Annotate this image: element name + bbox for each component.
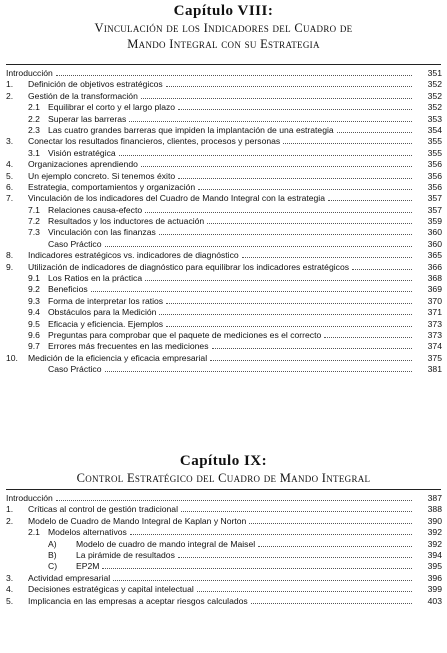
toc-entry-page: 387: [427, 493, 442, 503]
toc-entry-page: 394: [427, 549, 442, 560]
toc-entry: [0, 307, 447, 318]
dotted-leader: [105, 245, 413, 247]
toc-entry-label: Modelo de cuadro de mando integral de Maisel: [76, 538, 256, 549]
chapter-9-heading: [0, 453, 447, 486]
dotted-leader: [166, 302, 412, 304]
toc-entry: [0, 79, 447, 90]
dotted-leader: [91, 290, 412, 292]
toc-entry-number: 1.: [6, 504, 14, 515]
dotted-leader: [130, 533, 412, 535]
toc-entry: [0, 296, 447, 307]
toc-entry-page: 355: [427, 136, 442, 147]
toc-entry-number: 2.: [6, 90, 14, 101]
dotted-leader: [337, 131, 412, 133]
toc-entry-label: Introducción: [6, 68, 53, 78]
toc-entry-number: 8.: [6, 250, 14, 261]
toc-entry-page: 371: [427, 307, 442, 318]
toc-entry-number: 7.3: [28, 227, 40, 238]
toc-entry: [0, 561, 447, 572]
toc-entry-page: 355: [427, 147, 442, 158]
toc-entry-page: 390: [427, 515, 442, 526]
dotted-leader: [56, 74, 412, 76]
chapter-8-heading: [0, 3, 447, 52]
toc-entry-page: 356: [427, 181, 442, 192]
toc-entry-number: 7.1: [28, 204, 40, 215]
toc-entry-label: Un ejemplo concreto. Si tenemos éxito: [28, 170, 176, 181]
dotted-leader: [251, 602, 412, 604]
toc-entry-page: 374: [427, 341, 442, 352]
toc-entry: [0, 504, 447, 515]
toc-entry: [0, 596, 447, 607]
toc-entry-page: 366: [427, 261, 442, 272]
dotted-leader: [141, 165, 412, 167]
toc-entry-page: 370: [427, 295, 442, 306]
toc-entry-page: 365: [427, 250, 442, 261]
dotted-leader: [159, 313, 412, 315]
dotted-leader: [159, 233, 412, 235]
toc-entry-number: 7.: [6, 193, 14, 204]
toc-entry: [0, 319, 447, 330]
toc-entry-number: 9.7: [28, 341, 40, 352]
toc-entry: [0, 227, 447, 238]
toc-entry-label: Organizaciones aprendiendo: [28, 159, 138, 170]
toc-entry-label: Vinculación de los indicadores del Cuadro de Mando Integral con la estrategia: [28, 193, 325, 204]
toc-entry-number: 5.: [6, 595, 14, 606]
toc-entry: [0, 91, 447, 102]
toc-entry: [0, 516, 447, 527]
toc-entry-page: 369: [427, 284, 442, 295]
toc-entry-number: B): [48, 549, 57, 560]
toc-entry-label: Beneficios: [48, 284, 88, 295]
toc-entry: [0, 364, 447, 375]
dotted-leader: [166, 85, 412, 87]
toc-entry: [0, 273, 447, 284]
toc-entry-label: Definición de objetivos estratégicos: [28, 79, 163, 90]
toc-entry-number: 1.: [6, 79, 14, 90]
toc-entry-page: 399: [427, 584, 442, 595]
dotted-leader: [178, 177, 412, 179]
chapter-9-title: Capítulo IX:: [179, 453, 268, 469]
toc-entry: [0, 584, 447, 595]
toc-entry: [0, 216, 447, 227]
toc-entry: [0, 182, 447, 193]
toc-entry-number: 9.3: [28, 295, 40, 306]
dotted-leader: [242, 256, 412, 258]
toc-entry-page: 352: [427, 90, 442, 101]
toc-entry-number: 2.1: [28, 527, 40, 538]
dotted-leader: [324, 336, 412, 338]
toc-entry: [0, 148, 447, 159]
toc-entry-number: A): [48, 538, 57, 549]
toc-entry: [0, 539, 447, 550]
toc-entry-label: EP2M: [76, 561, 100, 572]
toc-entry-label: Resultados y los inductores de actuación: [48, 216, 205, 227]
toc-entry-page: 388: [427, 504, 442, 515]
toc-entry-page: 354: [427, 124, 442, 135]
toc-entry-number: 2.3: [28, 124, 40, 135]
dotted-leader: [181, 510, 412, 512]
toc-entry-page: 395: [427, 561, 442, 572]
toc-entry-label: Implicancia en las empresas a aceptar riesgos calculados: [28, 595, 248, 606]
toc-entry-number: 10.: [6, 352, 18, 363]
toc-entry: [0, 136, 447, 147]
toc-entry-label: Relaciones causa-efecto: [48, 204, 143, 215]
toc-entry-page: 375: [427, 352, 442, 363]
toc-entry: [0, 341, 447, 352]
dotted-leader: [145, 279, 412, 281]
toc-entry-label: Decisiones estratégicas y capital intelectual: [28, 584, 194, 595]
toc-entry-page: 360: [427, 238, 442, 249]
toc-entry-page: 373: [427, 318, 442, 329]
toc-entry-number: 4.: [6, 584, 14, 595]
toc-entry: [0, 171, 447, 182]
chapter-8-title: Capítulo VIII:: [173, 3, 274, 19]
toc-entry-label: Visión estratégica: [48, 147, 116, 158]
toc-entry-number: 2.: [6, 515, 14, 526]
toc-entry-number: 9.4: [28, 307, 40, 318]
toc-entry-number: 2.1: [28, 102, 40, 113]
dotted-leader: [129, 120, 412, 122]
toc-entry-page: 352: [427, 79, 442, 90]
toc-entry-page: 359: [427, 216, 442, 227]
toc-entry-number: 9.1: [28, 273, 40, 284]
toc-entry-label: Introducción: [6, 493, 53, 503]
dotted-leader: [119, 154, 412, 156]
dotted-leader: [141, 97, 412, 99]
dotted-leader: [210, 359, 412, 361]
dotted-leader: [166, 325, 412, 327]
toc-entry-number: 9.2: [28, 284, 40, 295]
toc-entry: [0, 205, 447, 216]
toc-entry: [0, 114, 447, 125]
toc-entry: [0, 159, 447, 170]
toc-entry: [0, 330, 447, 341]
toc-entry-page: 392: [427, 527, 442, 538]
toc-entry-label: Medición de la eficiencia y eficacia empresarial: [28, 352, 208, 363]
toc-entry-number: C): [48, 561, 58, 572]
chapter-8-subtitle-line2: Mando Integral con su Estrategia: [127, 37, 320, 51]
toc-entry: [0, 527, 447, 538]
toc-entry-number: 6.: [6, 181, 14, 192]
toc-entry-label: Utilización de indicadores de diagnóstico para equilibrar los indicadores estratégicos: [28, 261, 350, 272]
dotted-leader: [283, 142, 412, 144]
toc-entry-label: Las cuatro grandes barreras que impiden la implantación de una estrategia: [48, 124, 334, 135]
toc-entry-label: Superar las barreras: [48, 113, 127, 124]
toc-entry-number: 3.: [6, 136, 14, 147]
toc-entry-page: 352: [427, 102, 442, 113]
toc-entry-label: Preguntas para comprobar que el paquete de mediciones es el correcto: [48, 329, 322, 340]
dotted-leader: [249, 522, 412, 524]
dotted-leader: [207, 222, 412, 224]
dotted-leader: [258, 545, 412, 547]
chapter-8-subtitle-line1: Vinculación de los Indicadores del Cuadro de: [94, 21, 353, 35]
dotted-leader: [328, 199, 412, 201]
chapter-9-toc: [0, 493, 447, 607]
toc-entry-number: 3.: [6, 572, 14, 583]
toc-entry-page: 357: [427, 193, 442, 204]
toc-entry-number: 4.: [6, 159, 14, 170]
toc-entry-label: Estrategia, comportamientos y organización: [28, 181, 196, 192]
dotted-leader: [352, 268, 412, 270]
toc-entry-label: Conectar los resultados financieros, clientes, procesos y personas: [28, 136, 281, 147]
toc-entry: [0, 262, 447, 273]
dotted-leader: [197, 590, 412, 592]
toc-entry: [0, 239, 447, 250]
dotted-leader: [105, 370, 413, 372]
toc-entry-page: 353: [427, 113, 442, 124]
toc-entry: [0, 493, 447, 504]
toc-entry-page: 360: [427, 227, 442, 238]
toc-entry-page: 356: [427, 159, 442, 170]
toc-entry-label: Vinculación con las finanzas: [48, 227, 156, 238]
toc-entry-label: Modelo de Cuadro de Mando Integral de Kaplan y Norton: [28, 515, 247, 526]
toc-entry-page: 381: [427, 364, 442, 375]
chapter-9-divider: [6, 489, 441, 490]
toc-entry-page: 396: [427, 572, 442, 583]
dotted-leader: [212, 347, 413, 349]
toc-entry-label: Eficacia y eficiencia. Ejemplos: [48, 318, 164, 329]
toc-entry-number: 9.6: [28, 329, 40, 340]
toc-entry-number: 7.2: [28, 216, 40, 227]
dotted-leader: [198, 188, 412, 190]
toc-entry-label: Modelos alternativos: [48, 527, 127, 538]
toc-entry-label: Gestión de la transformación: [28, 90, 138, 101]
chapter-8-divider: [6, 64, 441, 65]
toc-entry-page: 368: [427, 273, 442, 284]
toc-entry: [0, 550, 447, 561]
toc-entry-label: Actividad empresarial: [28, 572, 111, 583]
toc-entry-page: 357: [427, 204, 442, 215]
toc-entry-label: Caso Práctico: [48, 364, 102, 375]
toc-entry-label: La pirámide de resultados: [76, 549, 175, 560]
toc-entry-number: 5.: [6, 170, 14, 181]
toc-entry-label: Errores más frecuentes en las mediciones: [48, 341, 209, 352]
toc-entry-label: Críticas al control de gestión tradicional: [28, 504, 178, 515]
toc-entry-label: Obstáculos para la Medición: [48, 307, 157, 318]
toc-entry: [0, 573, 447, 584]
toc-entry-number: 9.5: [28, 318, 40, 329]
dotted-leader: [113, 579, 412, 581]
toc-entry-page: 392: [427, 538, 442, 549]
chapter-8-toc: [0, 68, 447, 376]
dotted-leader: [178, 108, 412, 110]
toc-entry-page: 351: [427, 68, 442, 78]
dotted-leader: [145, 211, 412, 213]
toc-entry-label: Los Ratios en la práctica: [48, 273, 143, 284]
toc-entry-label: Equilibrar el corto y el largo plazo: [48, 102, 176, 113]
toc-entry-number: 9.: [6, 261, 14, 272]
toc-entry-page: 373: [427, 329, 442, 340]
toc-entry: [0, 353, 447, 364]
toc-entry-label: Forma de interpretar los ratios: [48, 295, 164, 306]
toc-entry-label: Caso Práctico: [48, 238, 102, 249]
dotted-leader: [102, 567, 412, 569]
toc-entry: [0, 68, 447, 79]
toc-entry: [0, 250, 447, 261]
toc-entry-page: 403: [427, 595, 442, 606]
toc-entry: [0, 193, 447, 204]
toc-entry: [0, 102, 447, 113]
dotted-leader: [56, 499, 412, 501]
chapter-9-subtitle-line1: Control Estratégico del Cuadro de Mando Integral: [76, 471, 371, 485]
dotted-leader: [178, 556, 412, 558]
toc-entry-number: 3.1: [28, 147, 40, 158]
toc-entry-number: 2.2: [28, 113, 40, 124]
toc-entry-page: 356: [427, 170, 442, 181]
toc-entry-label: Indicadores estratégicos vs. indicadores de diagnóstico: [28, 250, 239, 261]
toc-entry: [0, 284, 447, 295]
toc-entry: [0, 125, 447, 136]
